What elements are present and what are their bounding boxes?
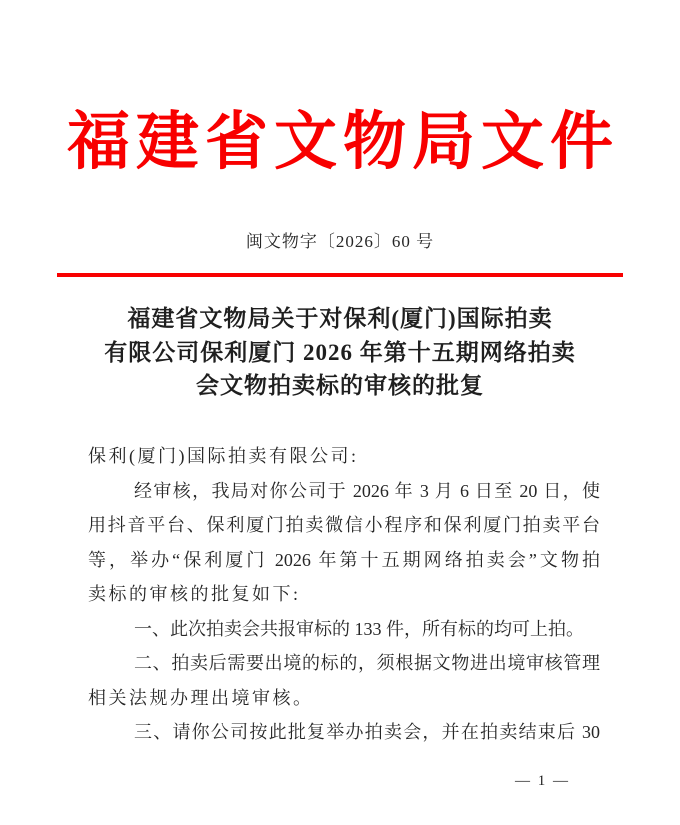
body-line-salutation: 保利(厦门)国际拍卖有限公司: [88, 446, 359, 466]
page-number: — 1 — [515, 773, 570, 789]
document-title [40, 302, 640, 403]
document-title-line: 会文物拍卖标的审核的批复 [196, 373, 484, 398]
body-line: 等，举办“保利厦门 2026 年第十五期网络拍卖会”文物拍 [88, 549, 600, 570]
body-line: 用抖音平台、保利厦门拍卖微信小程序和保利厦门拍卖平台 [88, 515, 600, 535]
letterhead-divider-line [57, 273, 623, 277]
body-line: 相关法规办理出境审核。 [88, 687, 314, 708]
document-title-line: 福建省文物局关于对保利(厦门)国际拍卖 [127, 306, 553, 331]
agency-letterhead-title: 福建省文物局文件 [67, 107, 619, 177]
body-line-item-3: 三、请你公司按此批复举办拍卖会，并在拍卖结束后 30 [134, 722, 600, 742]
body-line-item-2: 二、拍卖后需要出境的标的，须根据文物进出境审核管理 [134, 653, 600, 673]
body-line: 经审核，我局对你公司于 2026 年 3 月 6 日至 20 日，使 [134, 480, 600, 501]
document-body [88, 439, 600, 750]
document-number: 闽文物字〔2026〕60 号 [245, 232, 435, 251]
body-line: 卖标的审核的批复如下: [88, 584, 301, 604]
body-line-item-1: 一、此次拍卖会共报审标的 133 件，所有标的均可上拍。 [134, 618, 584, 639]
document-title-line: 有限公司保利厦门 2026 年第十五期网络拍卖 [104, 339, 576, 365]
